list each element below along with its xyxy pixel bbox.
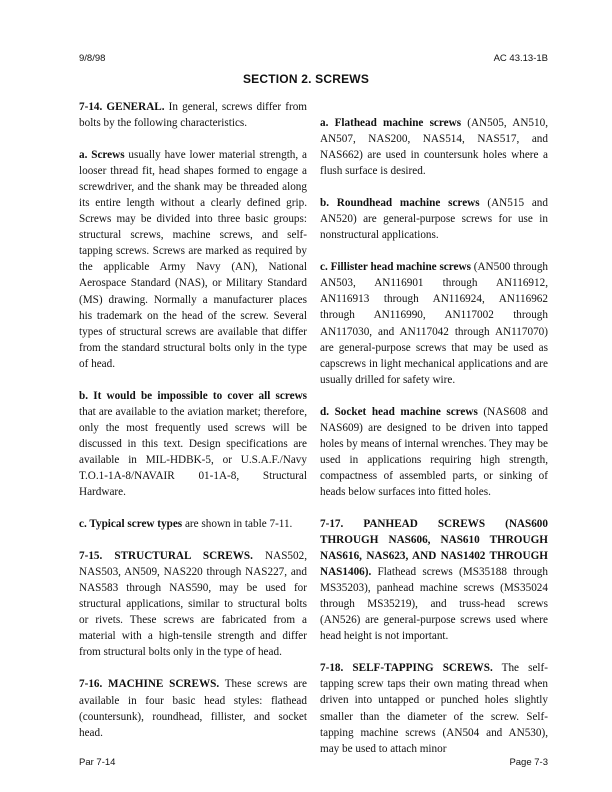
paragraph-heading: 7-14. GENERAL.	[79, 101, 165, 113]
paragraph-text: Flathead screws (MS35188 through MS35203), panhead machine screws (MS35024 through MS35219), and truss-head screws (AN526) are general-purpose screws used where head height is not important.	[320, 566, 548, 643]
paragraph-7-16c	[320, 259, 548, 387]
footer-paragraph-ref: Par 7-14	[79, 757, 116, 768]
paragraph-heading: 7-15. STRUCTURAL SCREWS.	[79, 550, 253, 563]
paragraph-7-14b	[79, 388, 307, 500]
paragraph-text: These screws are available in four basic head styles: flathead (countersunk), roundhead, fillister, and socket head.	[79, 678, 307, 739]
paragraph-heading: b. Roundhead machine screws	[320, 197, 480, 210]
right-column	[320, 99, 548, 773]
paragraph-7-14c	[79, 516, 307, 532]
paragraph-text: that are available to the aviation market; therefore, only the most frequently used screws will be discussed in this text. Design specifications are available in MIL-HDBK-5, or U.S.A.F./Navy T.O.1-1A-8/NAVAIR 01-1A-8, Structural Hardware.	[79, 405, 307, 499]
header-doc-id: AC 43.13-1B	[493, 53, 548, 64]
paragraph-heading: a. Flathead machine screws	[320, 117, 462, 129]
paragraph-text: The self-tapping screw taps their own mating thread when driven into untapped or punched holes slightly smaller than the diameter of the screw. Self-tapping machine screws (AN504 and AN530), may be used to attach minor	[320, 662, 548, 755]
paragraph-heading: 7-16. MACHINE SCREWS.	[79, 678, 220, 691]
paragraph-7-16b	[320, 195, 548, 243]
paragraph-text: usually have lower material strength, a looser thread fit, head shapes formed to engage a screwdriver, and the shank may be threaded along its entire length without a clearly defined grip. Screws may be divided into three basic groups: structural screws, machine screws, and self-tapping screws. Screws are marked as required by the applicable Army Navy (AN), National Aerospace Standard (NAS), or Military Standard (MS) drawing. Normally a manufacturer places his trademark on the head of the screw. Several types of structural screws are available that differ from the standard structural bolts only in the type of head.	[79, 149, 307, 370]
paragraph-heading: 7-17. PANHEAD SCREWS (NAS600 THROUGH NAS606, NAS610 THROUGH NAS616, NAS623, AND NAS1402 THROUGH NAS1406).	[320, 517, 548, 579]
paragraph-text: (AN505, AN510, AN507, NAS200, NAS514, NAS517, and NAS662) are used in countersunk holes where a flush surface is desired.	[320, 117, 548, 178]
footer-page-number: Page 7-3	[509, 757, 548, 768]
paragraph-heading: d. Socket head machine screws	[320, 405, 478, 418]
section-title: SECTION 2. SCREWS	[242, 72, 370, 86]
paragraph-text: (NAS608 and NAS609) are designed to be driven into tapped holes by means of internal wrenches. They may be used in applications requiring high strength, compactness of assembled parts, or sinking of heads below surfaces into fitted holes.	[320, 405, 549, 498]
paragraph-text: (AN500 through AN503, AN116901 through AN116912, AN116913 through AN116924, AN116962 through AN116990, AN117002 through AN117030, and AN117042 through AN117070) are general-purpose screws that may be used as capscrews in light mechanical applications and are usually drilled for safety wire.	[320, 261, 549, 386]
paragraph-heading: b. It would be impossible to cover all screws	[79, 389, 307, 402]
paragraph-7-16a	[320, 115, 548, 179]
paragraph-heading: c. Fillister head machine screws	[320, 261, 471, 274]
paragraph-7-16d	[320, 404, 548, 500]
paragraph-7-16	[79, 676, 307, 740]
paragraph-heading: a. Screws	[79, 149, 125, 162]
paragraph-heading: 7-18. SELF-TAPPING SCREWS.	[320, 662, 493, 675]
paragraph-7-17	[320, 516, 548, 644]
left-column	[79, 99, 307, 757]
paragraph-7-15	[79, 548, 307, 660]
paragraph-text: NAS502, NAS503, AN509, NAS220 through NAS227, and NAS583 through NAS590, may be used for structural applications, similar to structural bolts or rivets. These screws are fabricated from a material with a high-tensile strength and differ from structural bolts only in the type of head.	[79, 550, 307, 659]
paragraph-7-14	[79, 99, 307, 131]
header-date: 9/8/98	[79, 53, 106, 64]
paragraph-text: (AN515 and AN520) are general-purpose screws for use in nonstructural applications.	[320, 197, 548, 242]
paragraph-7-14a	[79, 147, 307, 372]
paragraph-7-18	[320, 660, 548, 756]
paragraph-heading: c. Typical screw types	[79, 518, 183, 531]
paragraph-text: are shown in table 7-11.	[182, 518, 293, 531]
paragraph-text: In general, screws differ from bolts by the following characteristics.	[79, 101, 307, 130]
